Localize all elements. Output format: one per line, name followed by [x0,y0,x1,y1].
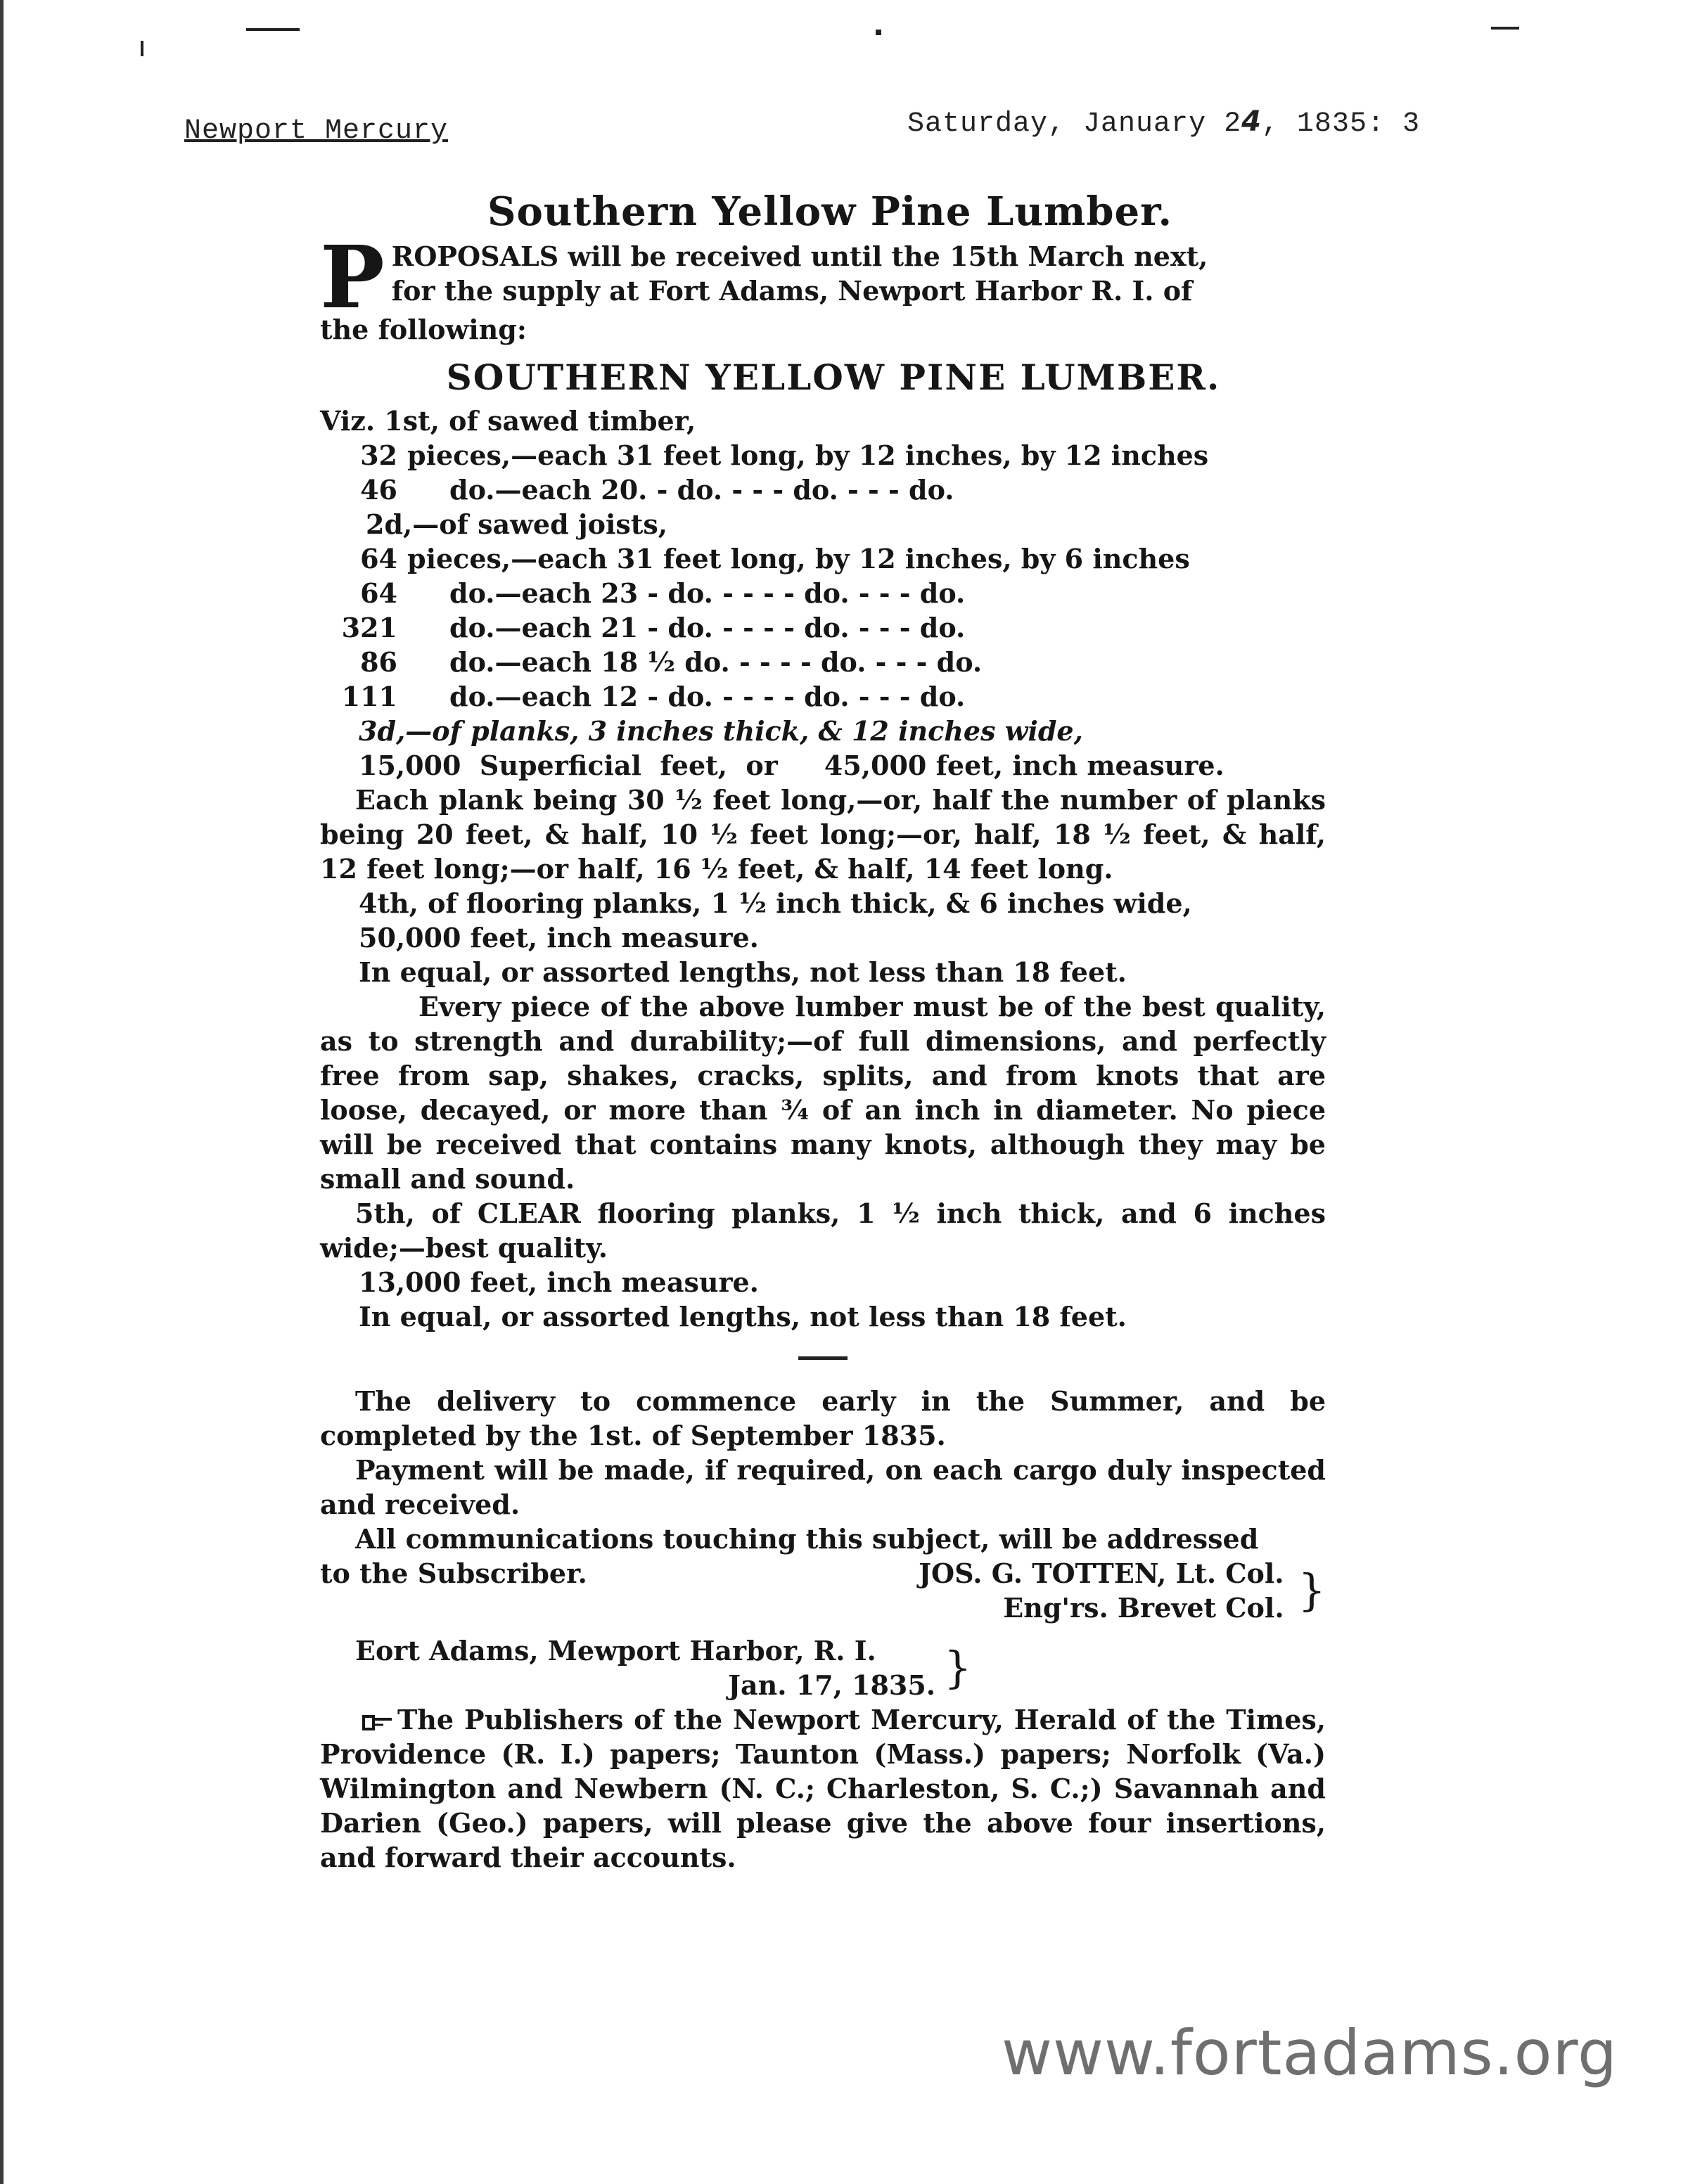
dateline-date: Jan. 17, 1835. [728,1669,936,1701]
intro-line: the following: [320,314,527,345]
item-qty: 321 [341,612,397,643]
manicule-icon [362,1712,393,1733]
item-qty: 111 [341,681,397,712]
section-lengths: In equal, or assorted lengths, not less than 18 feet. [359,1301,1127,1332]
section-quantity: 13,000 feet, inch measure. [359,1266,759,1298]
section-note: Each plank being 30 ½ feet long,—or, half the number of planks being 20 feet, & half, 10 ½ feet long;—or, half, 18 ½ feet, & half, 12 feet long;—or half, 16 ½ feet, & half, 14 feet long. [320,784,1326,885]
section-label: 4th, of flooring planks, 1 ½ inch thick, & 6 inches wide, [359,887,1192,919]
divider [798,1356,848,1360]
item-qty: 32 [360,439,397,471]
item-qty: 86 [360,646,397,678]
intro-paragraph [320,226,1326,347]
signer-name: JOS. G. TOTTEN, Lt. Col. [919,1557,1284,1589]
date-handwritten-digit: 4 [1241,105,1262,138]
brace-icon: } [1298,1565,1326,1616]
intro-line: for the supply at Fort Adams, Newport Harbor R. I. of [391,275,1193,307]
list-item [320,645,1326,679]
watermark: www.fortadams.org [1002,2017,1618,2089]
list-item [320,438,1326,473]
item-qty: 64 [360,577,397,609]
dateline [355,1633,1326,1702]
lumber-heading: SOUTHERN YELLOW PINE LUMBER. [446,356,1221,398]
scan-mark [246,28,300,31]
section-quantity: 15,000 Superficial feet, or 45,000 feet, inch measure. [359,750,1225,781]
issue-date [907,105,1420,140]
drop-cap: P [320,226,385,328]
joist-list [320,541,1326,714]
section-label: 5th, of CLEAR flooring planks, 1 ½ inch thick, and 6 inches wide;—best quality. [320,1197,1326,1264]
item-desc: do.—each 20. - do. - - - do. - - - do. [449,474,954,506]
date-prefix: Saturday, January 2 [907,108,1242,140]
section-lengths: In equal, or assorted lengths, not less than 18 feet. [359,956,1127,988]
section-label: Viz. 1st, of sawed timber, [320,405,696,437]
signer-rank: Eng'rs. Brevet Col. [1003,1592,1284,1624]
payment-paragraph: Payment will be made, if required, on each cargo duly inspected and received. [320,1454,1326,1520]
list-item [320,576,1326,610]
item-desc: pieces,—each 31 feet long, by 12 inches, by 12 inches [407,439,1209,471]
item-qty: 64 [360,543,397,574]
dateline-place: Eort Adams, Mewport Harbor, R. I. [355,1635,876,1666]
item-desc: pieces,—each 31 feet long, by 12 inches, by 6 inches [407,543,1190,574]
publishers-note [320,1702,1326,1875]
list-item [320,541,1326,576]
scan-mark [876,30,881,35]
list-item [320,679,1326,714]
publication-name: Newport Mercury [184,115,449,147]
item-desc: do.—each 18 ½ do. - - - - do. - - - do. [449,646,983,678]
section-label: 2d,—of sawed joists, [366,508,667,540]
communications-line: All communications touching this subject, will be addressed [355,1523,1259,1555]
intro-line: ROPOSALS will be received until the 15th March next, [391,240,1208,272]
date-suffix: , 1835: 3 [1261,108,1420,140]
item-desc: do.—each 12 - do. - - - - do. - - - do. [449,681,966,712]
publishers-note-text: The Publishers of the Newport Mercury, Herald of the Times, Providence (R. I.) papers; Taunton (Mass.) papers; Norfolk (Va.) Wilmington and Newbern (N. C.; Charleston, S. C.;) Savannah and Darien (Geo.) papers, will please give the above four insertions, and forward their accounts. [320,1704,1326,1873]
scan-mark [141,41,143,56]
brace-icon: } [944,1642,972,1693]
scan-mark [1491,27,1519,30]
timber-list [320,438,1326,507]
list-item [320,473,1326,507]
signature-block [320,1556,1326,1625]
item-desc: do.—each 23 - do. - - - - do. - - - do. [449,577,966,609]
item-qty: 46 [360,474,397,506]
section-quantity: 50,000 feet, inch measure. [359,922,759,953]
to-subscriber: to the Subscriber. [320,1557,587,1589]
advertisement [320,188,1326,1875]
quality-paragraph: Every piece of the above lumber must be of the best quality, as to strength and durability;—of full dimensions, and perfectly free from sap, shakes, cracks, splits, and from knots that are loose, decayed, or more than ¾ of an inch in diameter. No piece will be received that contains many knots, although they may be small and sound. [320,991,1326,1195]
item-desc: do.—each 21 - do. - - - - do. - - - do. [449,612,966,643]
ad-title: Southern Yellow Pine Lumber. [487,188,1172,235]
list-item [320,610,1326,645]
page-edge-line [0,0,4,2184]
section-label: 3d,—of planks, 3 inches thick, & 12 inches wide, [359,715,1083,747]
signer [919,1556,1326,1625]
delivery-paragraph: The delivery to commence early in the Summer, and be completed by the 1st. of September 1835. [320,1385,1326,1451]
